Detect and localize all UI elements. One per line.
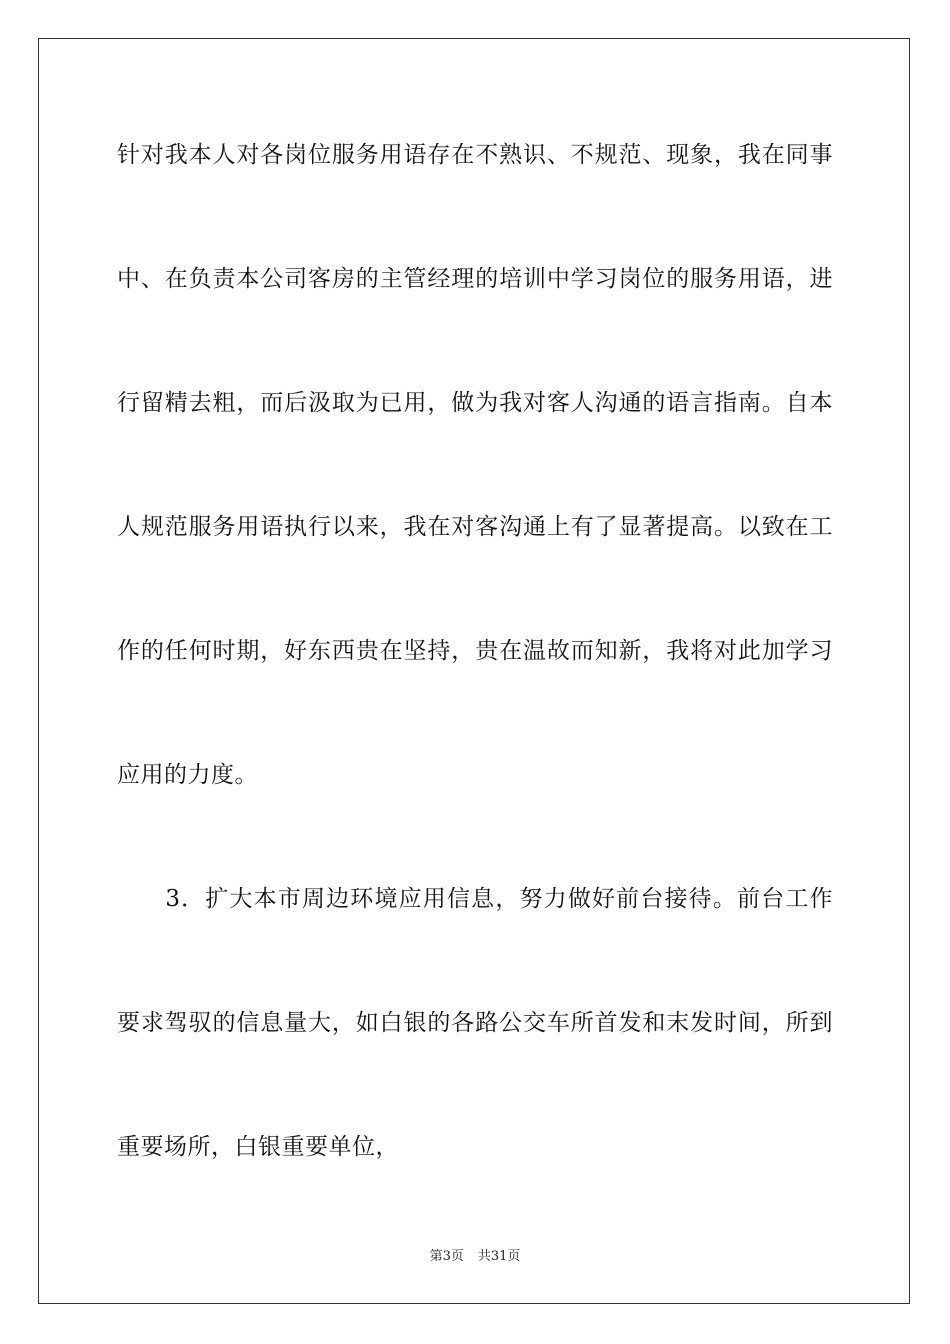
body-text-line-9: 重要场所，白银重要单位，	[117, 1134, 399, 1160]
body-text-line-4: 人规范服务用语执行以来，我在对客沟通上有了显著提高。以致在工	[117, 514, 833, 540]
body-text-line-7: 3．扩大本市周边环境应用信息，努力做好前台接待。前台工作	[117, 886, 833, 912]
page-border	[38, 38, 910, 1304]
body-text-line-3: 行留精去粗，而后汲取为已用，做为我对客人沟通的语言指南。自本	[117, 390, 833, 416]
page-footer	[0, 1248, 950, 1266]
body-text-line-8: 要求驾驭的信息量大，如白银的各路公交车所首发和末发时间，所到	[117, 1010, 833, 1036]
body-text-line-1: 针对我本人对各岗位服务用语存在不熟识、不规范、现象，我在同事	[117, 142, 833, 168]
page-number: 第3页	[429, 1249, 464, 1264]
body-text-line-6: 应用的力度。	[117, 762, 258, 788]
body-text-line-5: 作的任何时期，好东西贵在坚持，贵在温故而知新，我将对此加学习	[117, 638, 833, 664]
body-text-line-2: 中、在负责本公司客房的主管经理的培训中学习岗位的服务用语，进	[117, 266, 833, 292]
page-total: 共31页	[477, 1249, 521, 1264]
